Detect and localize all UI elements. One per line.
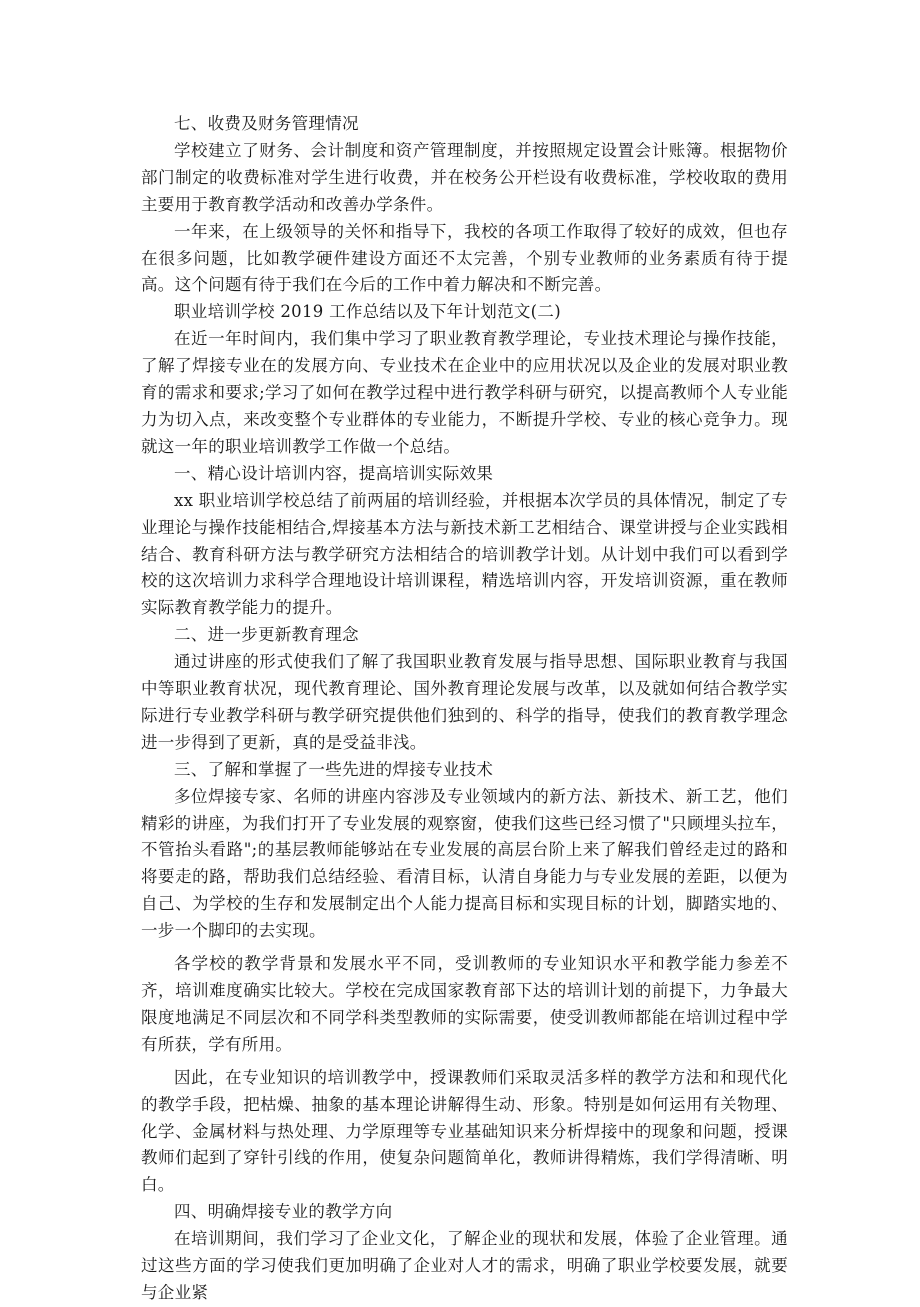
paragraph-intro: 在近一年时间内，我们集中学习了职业教育教学理论，专业技术理论与操作技能，了解了焊接专业在的发展方向、专业技术在企业中的应用状况以及企业的发展对职业教育的需求和要求;学习了如何在教学过程中进行教学科研与研究，以提高教师个人专业能力为切入点，来改变整个专业群体的专业能力，不断提升学校、专业的核心竞争力。现就这一年的职业培训教学工作做一个总结。 xyxy=(141,329,788,456)
section-heading-2: 二、进一步更新教育理念 xyxy=(174,625,359,645)
document-subtitle: 职业培训学校 2019 工作总结以及下年计划范文(二) xyxy=(174,302,561,322)
document-body xyxy=(141,111,788,1307)
paragraph-section-3c: 因此，在专业知识的培训教学中，授课教师们采取灵活多样的教学方法和和现代化的教学手段，把枯燥、抽象的基本理论讲解得生动、形象。特别是如何运用有关物理、化学、金属材料与热处理、力学原理等专业基础知识来分析焊接中的现象和问题，授课教师们起到了穿针引线的作用，使复杂问题简单化，教师讲得精炼，我们学得清晰、明白。 xyxy=(141,1067,788,1195)
section-heading-3: 三、了解和掌握了一些先进的焊接专业技术 xyxy=(174,759,494,779)
section-heading-fees: 七、收费及财务管理情况 xyxy=(174,114,359,133)
section-heading-4: 四、明确焊接专业的教学方向 xyxy=(174,1202,393,1222)
paragraph-finance: 学校建立了财务、会计制度和资产管理制度，并按照规定设置会计账簿。根据物价部门制定的收费标准对学生进行收费，并在校务公开栏设有收费标准，学校收取的费用主要用于教育教学活动和改善办学条件。 xyxy=(141,140,788,214)
section-heading-1: 一、精心设计培训内容，提高培训实际效果 xyxy=(174,463,494,483)
paragraph-section-1: xx 职业培训学校总结了前两届的培训经验，并根据本次学员的具体情况，制定了专业理论与操作技能相结合,焊接基本方法与新技术新工艺相结合、课堂讲授与企业实践相结合、教育科研方法与教学研究方法相结合的培训教学计划。从计划中我们可以看到学校的这次培训力求科学合理地设计培训课程，精选培训内容，开发培训资源，重在教师实际教育教学能力的提升。 xyxy=(141,490,788,618)
paragraph-summary: 一年来，在上级领导的关怀和指导下，我校的各项工作取得了较好的成效，但也存在很多问题，比如教学硬件建设方面还不太完善，个别专业教师的业务素质有待于提高。这个问题有待于我们在今后的工作中着力解决和不断完善。 xyxy=(141,221,788,295)
paragraph-section-3a: 多位焊接专家、名师的讲座内容涉及专业领域内的新方法、新技术、新工艺，他们精彩的讲座，为我们打开了专业发展的观察窗，使我们这些已经习惯了"只顾埋头拉车，不管抬头看路";的基层教师能够站在专业发展的高层台阶上来了解我们曾经走过的路和将要走的路，帮助我们总结经验、看清目标，认清自身能力与专业发展的差距，以便为自己、为学校的生存和发展制定出个人能力提高目标和实现目标的计划，脚踏实地的、一步一个脚印的去实现。 xyxy=(141,786,788,941)
paragraph-section-3b: 各学校的教学背景和发展水平不同，受训教师的专业知识水平和教学能力参差不齐，培训难度确实比较大。学校在完成国家教育部下达的培训计划的前提下，力争最大限度地满足不同层次和不同学科类型教师的实际需要，使受训教师都能在培训过程中学有所获，学有所用。 xyxy=(141,954,788,1054)
paragraph-section-4: 在培训期间，我们学习了企业文化，了解企业的现状和发展，体验了企业管理。通过这些方面的学习使我们更加明确了企业对人才的需求，明确了职业学校要发展，就要与企业紧 xyxy=(141,1229,788,1302)
paragraph-section-2: 通过讲座的形式使我们了解了我国职业教育发展与指导思想、国际职业教育与我国中等职业教育状况，现代教育理论、国外教育理论发展与改革，以及就如何结合教学实际进行专业教学科研与教学研究提供他们独到的、科学的指导，使我们的教育教学理念进一步得到了更新，真的是受益非浅。 xyxy=(141,652,788,752)
